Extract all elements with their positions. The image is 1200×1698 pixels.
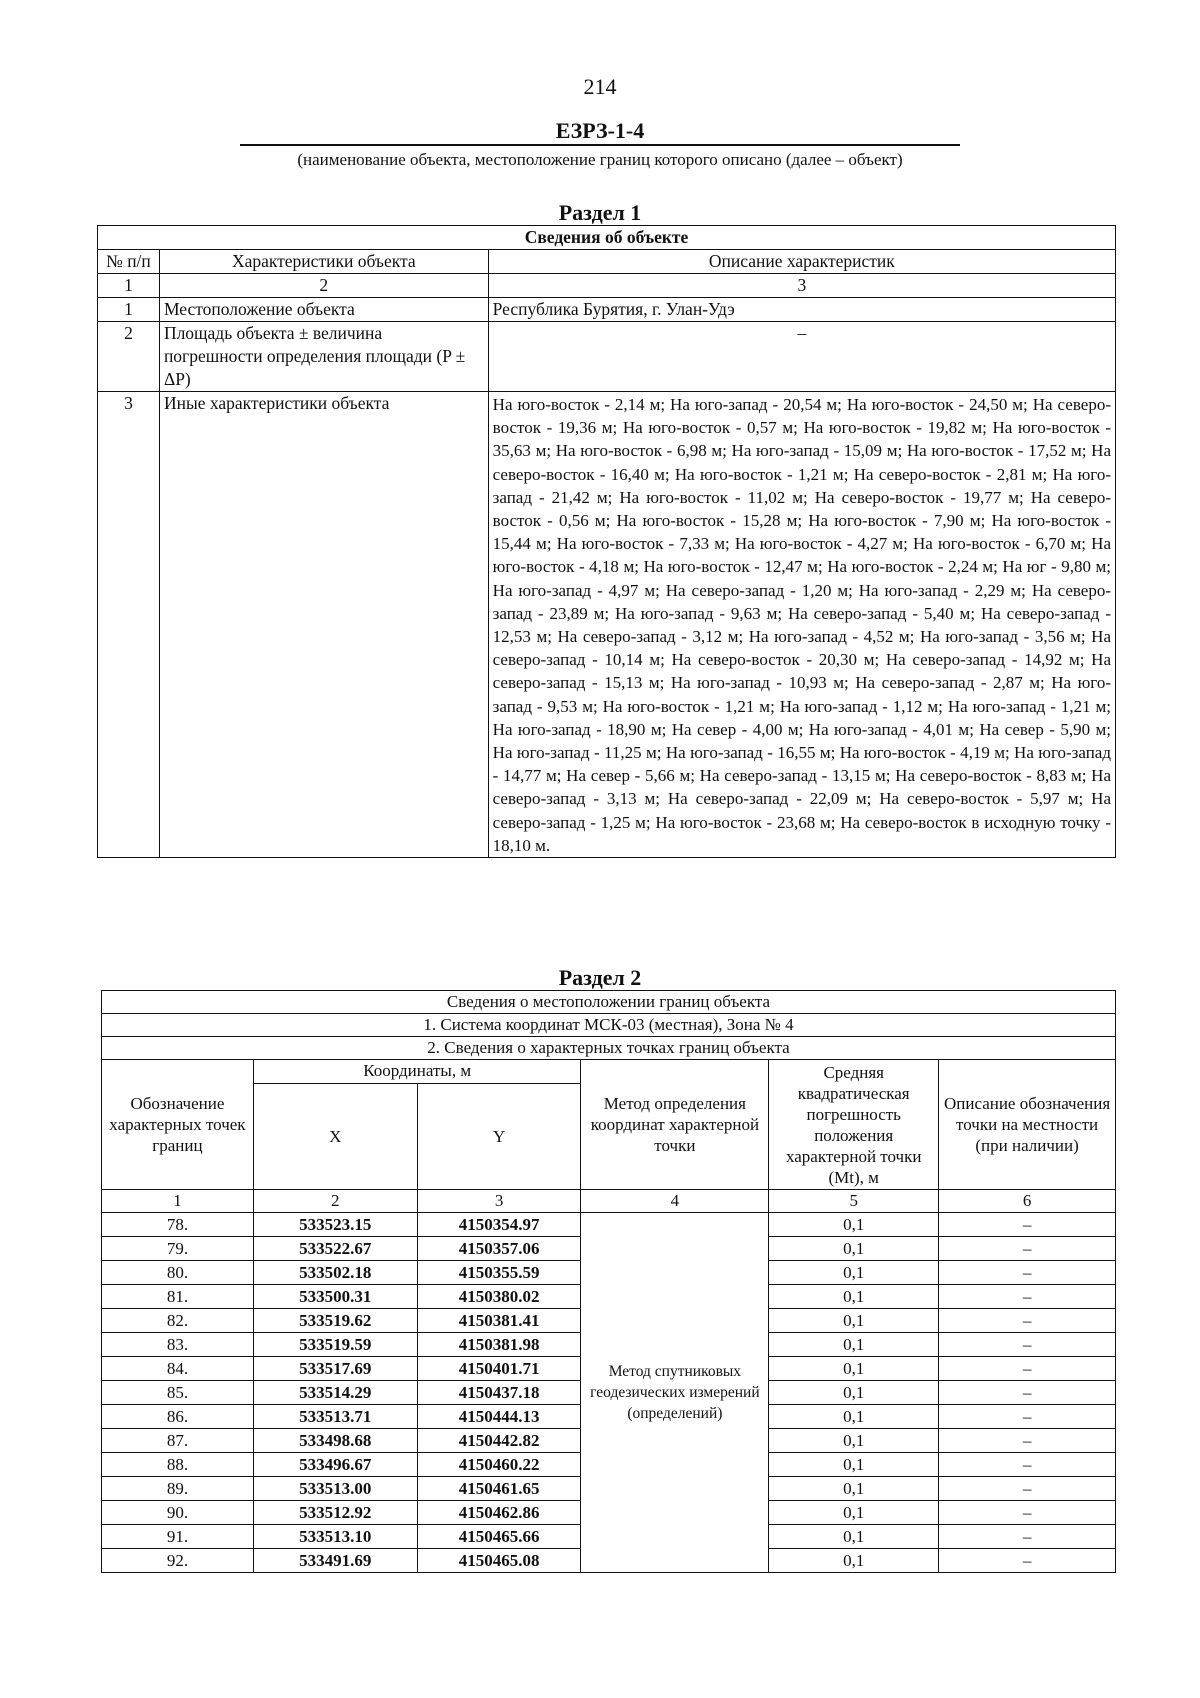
point-desc: – [939,1309,1116,1333]
point-y: 4150381.98 [417,1333,581,1357]
point-x: 533496.67 [253,1453,417,1477]
point-y: 4150460.22 [417,1453,581,1477]
point-x: 533519.59 [253,1333,417,1357]
point-mt: 0,1 [769,1333,939,1357]
point-x: 533523.15 [253,1213,417,1237]
point-y: 4150461.65 [417,1477,581,1501]
point-x: 533519.62 [253,1309,417,1333]
point-x: 533502.18 [253,1261,417,1285]
point-mt: 0,1 [769,1213,939,1237]
point-desc: – [939,1549,1116,1573]
point-desc: – [939,1357,1116,1381]
point-id: 92. [102,1549,254,1573]
point-id: 90. [102,1501,254,1525]
point-desc: – [939,1429,1116,1453]
point-mt: 0,1 [769,1309,939,1333]
point-desc: – [939,1213,1116,1237]
table-row [98,322,1116,392]
point-mt: 0,1 [769,1429,939,1453]
point-id: 79. [102,1237,254,1261]
point-desc: – [939,1381,1116,1405]
object-title: ЕЗРЗ-1-4 [555,118,645,143]
header-method: Метод определения координат характерной точки [581,1060,769,1190]
table-title: Сведения об объекте [98,226,1116,250]
point-desc: – [939,1261,1116,1285]
boundary-points-table [101,990,1116,1573]
point-y: 4150465.66 [417,1525,581,1549]
table-row [98,298,1116,322]
col-number: 1 [102,1190,254,1213]
table-row [102,1213,1116,1237]
row-characteristic: Площадь объекта ± величина погрешности определения площади (P ± ΔP) [159,322,488,392]
point-id: 88. [102,1453,254,1477]
section2-heading: Раздел 2 [558,965,642,990]
point-y: 4150355.59 [417,1261,581,1285]
object-info-table [97,225,1116,858]
row-characteristic: Местоположение объекта [159,298,488,322]
header-designation: Обозначение характерных точек границ [102,1060,254,1190]
header-x: X [253,1084,417,1190]
point-y: 4150354.97 [417,1213,581,1237]
point-y: 4150462.86 [417,1501,581,1525]
col-number: 2 [253,1190,417,1213]
point-x: 533513.00 [253,1477,417,1501]
point-y: 4150442.82 [417,1429,581,1453]
point-id: 78. [102,1213,254,1237]
point-desc: – [939,1285,1116,1309]
point-y: 4150380.02 [417,1285,581,1309]
row-description: Республика Бурятия, г. Улан-Удэ [488,298,1115,322]
point-id: 82. [102,1309,254,1333]
table-row [98,392,1116,858]
point-mt: 0,1 [769,1381,939,1405]
point-mt: 0,1 [769,1549,939,1573]
point-x: 533522.67 [253,1237,417,1261]
point-desc: – [939,1237,1116,1261]
point-x: 533513.71 [253,1405,417,1429]
section1-heading: Раздел 1 [558,200,642,225]
point-id: 83. [102,1333,254,1357]
point-desc: – [939,1405,1116,1429]
row-description: На юго-восток - 2,14 м; На юго-запад - 20,54 м; На юго-восток - 24,50 м; На северо-восток - 19,36 м; На юго-восток - 0,57 м; На юго-восток - 19,82 м; На юго-восток - 35,63 м; На юго-восток - 6,98 м; На юго-запад - 15,09 м; На юго-восток - 17,52 м; На северо-восток - 16,40 м; На юго-восток - 1,21 м; На северо-восток - 2,81 м; На юго-запад - 21,42 м; На юго-восток - 11,02 м; На северо-восток - 19,77 м; На северо-восток - 0,56 м; На юго-восток - 15,28 м; На юго-восток - 7,90 м; На юго-восток - 15,44 м; На юго-восток - 7,33 м; На юго-восток - 4,27 м; На юго-восток - 6,70 м; На юго-восток - 4,18 м; На юго-восток - 12,47 м; На юго-восток - 2,24 м; На юг - 9,80 м; На юго-запад - 4,97 м; На северо-запад - 1,20 м; На юго-запад - 2,29 м; На северо-запад - 23,89 м; На юго-запад - 9,63 м; На северо-запад - 5,40 м; На северо-запад - 12,53 м; На северо-запад - 3,12 м; На юго-запад - 4,52 м; На юго-запад - 3,56 м; На северо-запад - 10,14 м; На северо-восток - 20,30 м; На северо-запад - 14,92 м; На северо-запад - 15,13 м; На юго-запад - 10,93 м; На северо-запад - 2,87 м; На юго-запад - 9,53 м; На юго-восток - 1,21 м; На юго-запад - 1,12 м; На юго-запад - 1,21 м; На юго-запад - 18,90 м; На север - 4,00 м; На юго-запад - 4,01 м; На север - 5,90 м; На юго-запад - 11,25 м; На юго-запад - 16,55 м; На юго-восток - 4,19 м; На юго-запад - 14,77 м; На север - 5,66 м; На северо-запад - 13,15 м; На северо-восток - 8,83 м; На северо-запад - 3,13 м; На северо-запад - 22,09 м; На северо-восток - 5,97 м; На северо-запад - 1,25 м; На юго-восток - 23,68 м; На северо-восток в исходную точку - 18,10 м. [488,392,1115,858]
point-mt: 0,1 [769,1501,939,1525]
header-characteristic: Характеристики объекта [159,250,488,274]
point-mt: 0,1 [769,1453,939,1477]
point-mt: 0,1 [769,1237,939,1261]
point-desc: – [939,1477,1116,1501]
point-y: 4150444.13 [417,1405,581,1429]
point-x: 533498.68 [253,1429,417,1453]
point-mt: 0,1 [769,1261,939,1285]
col-number: 2 [159,274,488,298]
point-x: 533500.31 [253,1285,417,1309]
point-x: 533514.29 [253,1381,417,1405]
row-number: 1 [98,298,160,322]
point-id: 81. [102,1285,254,1309]
col-number: 1 [98,274,160,298]
method-cell: Метод спутниковых геодезических измерений (определений) [581,1213,769,1573]
col-number: 4 [581,1190,769,1213]
point-y: 4150357.06 [417,1237,581,1261]
point-x: 533491.69 [253,1549,417,1573]
header-description: Описание характеристик [488,250,1115,274]
point-id: 86. [102,1405,254,1429]
coord-system: 1. Система координат МСК-03 (местная), Зона № 4 [102,1014,1116,1037]
point-x: 533512.92 [253,1501,417,1525]
object-caption: (наименование объекта, местоположение границ которого описано (далее – объект) [297,150,903,169]
point-mt: 0,1 [769,1357,939,1381]
row-number: 3 [98,392,160,858]
point-x: 533513.10 [253,1525,417,1549]
point-desc: – [939,1333,1116,1357]
title-underline [240,144,960,146]
header-description: Описание обозначения точки на местности (при наличии) [939,1060,1116,1190]
row-number: 2 [98,322,160,392]
points-title: 2. Сведения о характерных точках границ объекта [102,1037,1116,1060]
point-y: 4150381.41 [417,1309,581,1333]
point-mt: 0,1 [769,1525,939,1549]
col-number: 5 [769,1190,939,1213]
point-y: 4150437.18 [417,1381,581,1405]
point-id: 84. [102,1357,254,1381]
point-mt: 0,1 [769,1405,939,1429]
header-number: № п/п [98,250,160,274]
point-desc: – [939,1525,1116,1549]
table-title: Сведения о местоположении границ объекта [102,991,1116,1014]
point-id: 89. [102,1477,254,1501]
point-id: 80. [102,1261,254,1285]
col-number: 3 [417,1190,581,1213]
point-desc: – [939,1501,1116,1525]
point-x: 533517.69 [253,1357,417,1381]
header-y: Y [417,1084,581,1190]
point-y: 4150465.08 [417,1549,581,1573]
point-mt: 0,1 [769,1477,939,1501]
point-id: 87. [102,1429,254,1453]
point-id: 91. [102,1525,254,1549]
row-description: – [488,322,1115,392]
point-y: 4150401.71 [417,1357,581,1381]
row-characteristic: Иные характеристики объекта [159,392,488,858]
header-error: Средняя квадратическая погрешность положения характерной точки (Mt), м [769,1060,939,1190]
point-id: 85. [102,1381,254,1405]
point-mt: 0,1 [769,1285,939,1309]
col-number: 3 [488,274,1115,298]
point-desc: – [939,1453,1116,1477]
page-number: 214 [583,74,617,99]
header-coordinates: Координаты, м [253,1060,581,1084]
col-number: 6 [939,1190,1116,1213]
